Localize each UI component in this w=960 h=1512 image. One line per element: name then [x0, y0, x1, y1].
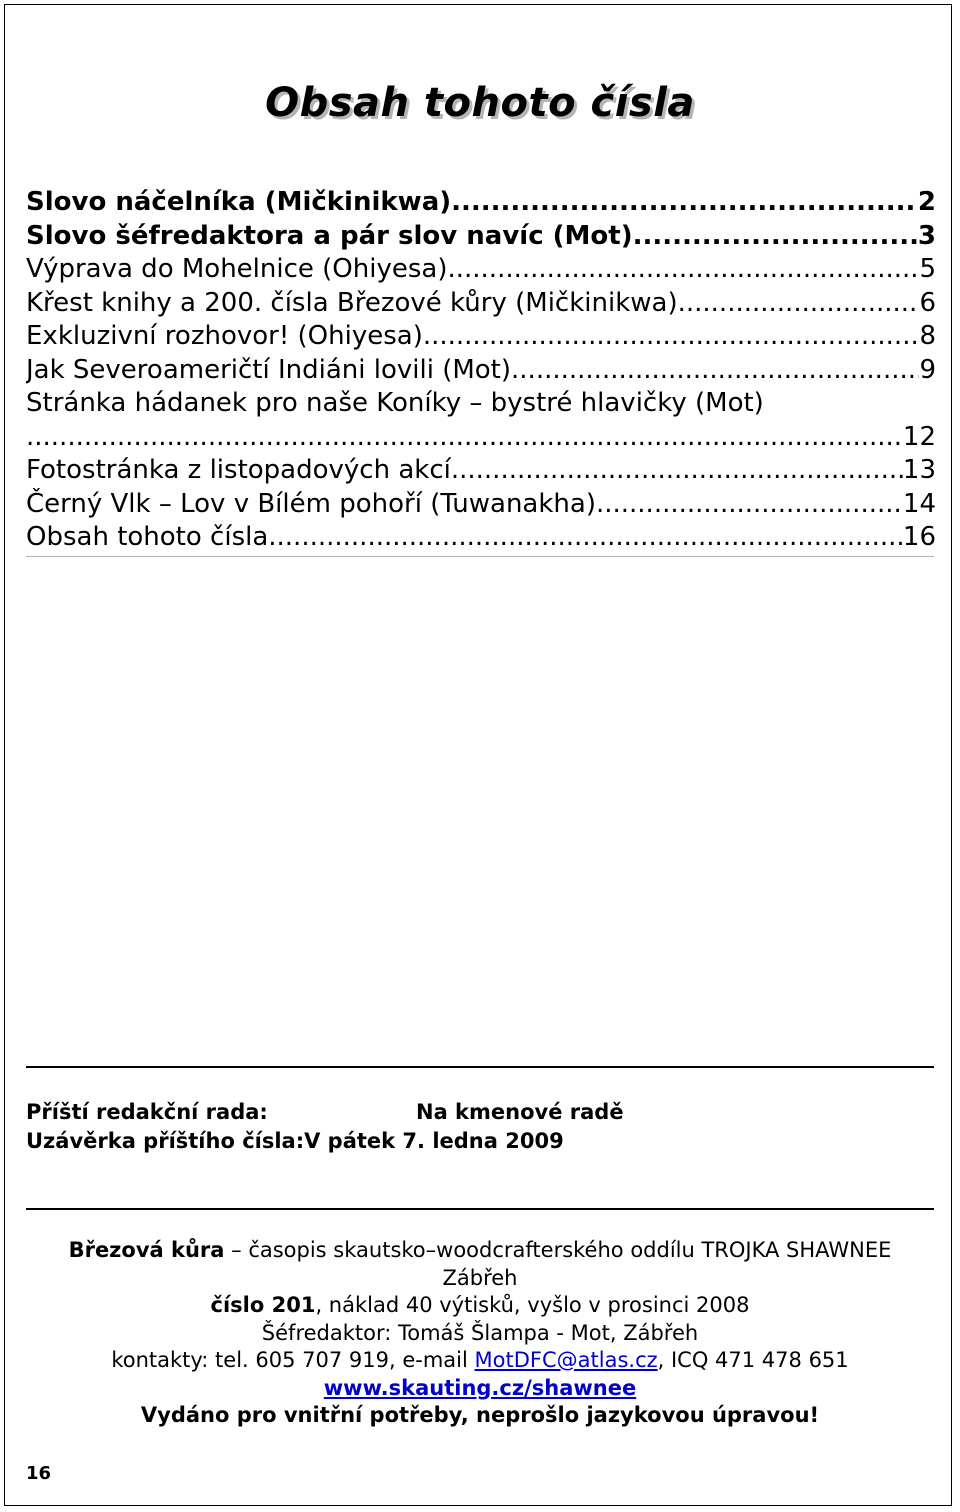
toc-entry-page: 6	[919, 287, 936, 318]
toc-leader	[633, 220, 918, 254]
website-link[interactable]: www.skauting.cz/shawnee	[323, 1375, 637, 1400]
deadline-value: V pátek 7. ledna 2009	[304, 1129, 564, 1153]
imprint	[0, 1237, 960, 1430]
toc-entry-page: 12	[902, 421, 936, 452]
toc-entry[interactable]	[26, 521, 936, 555]
toc-entry[interactable]	[26, 253, 936, 287]
imprint-line-1	[0, 1237, 960, 1265]
toc-entry[interactable]	[26, 287, 936, 321]
toc-entry-page: 14	[902, 488, 936, 519]
board-value: Na kmenové radě	[416, 1100, 624, 1124]
toc-entry-label: Černý Vlk – Lov v Bílém pohoří (Tuwanakha)	[26, 488, 596, 519]
toc-entry[interactable]	[26, 387, 936, 421]
deadline-label: Uzávěrka příštího čísla:	[26, 1129, 305, 1153]
toc-entry-label: Obsah tohoto čísla	[26, 522, 269, 552]
table-of-contents	[26, 186, 936, 555]
toc-entry-label: Křest knihy a 200. čísla Březové kůry (Mičkinikwa)	[26, 287, 678, 318]
imprint-city: Zábřeh	[442, 1265, 518, 1290]
toc-entry[interactable]	[26, 186, 936, 220]
toc-entry-continuation[interactable]	[26, 421, 936, 455]
page-number: 16	[26, 1463, 52, 1484]
toc-entry-label: Slovo šéfredaktora a pár slov navíc (Mot)	[26, 220, 633, 251]
toc-entry-page: 16	[902, 522, 936, 552]
toc-entry-page: 2	[917, 187, 936, 217]
issue-details: , náklad 40 výtisků, vyšlo v prosinci 2008	[315, 1293, 750, 1317]
toc-entry-page: 13	[902, 455, 936, 485]
toc-entry[interactable]	[26, 320, 936, 354]
toc-entry-label: Stránka hádanek pro naše Koníky – bystré hlavičky (Mot)	[26, 388, 764, 418]
imprint-issue	[0, 1292, 960, 1320]
magazine-name: Březová kůra	[68, 1238, 225, 1262]
toc-entry-page: 3	[917, 220, 936, 251]
toc-entry-label: Exkluzivní rozhovor! (Ohiyesa)	[26, 321, 423, 351]
toc-entry[interactable]	[26, 354, 936, 388]
toc-leader	[451, 186, 918, 220]
imprint-website	[0, 1375, 960, 1403]
toc-separator	[26, 556, 934, 557]
toc-leader	[678, 287, 920, 321]
imprint-contacts	[0, 1347, 960, 1375]
board-label: Příští redakční rada:	[26, 1100, 268, 1124]
toc-leader	[451, 454, 903, 488]
toc-leader	[268, 521, 903, 555]
contacts-prefix: kontakty: tel. 605 707 919, e-mail	[111, 1348, 475, 1372]
imprint-disclaimer: Vydáno pro vnitřní potřeby, neprošlo jazykovou úpravou!	[140, 1403, 820, 1427]
toc-entry-label: Výprava do Mohelnice (Ohiyesa)	[26, 254, 448, 284]
toc-entry-page: 5	[919, 254, 936, 284]
toc-entry[interactable]	[26, 488, 936, 522]
divider-bottom	[26, 1208, 934, 1210]
magazine-description: – časopis skautsko–woodcrafterského oddílu TROJKA SHAWNEE	[231, 1238, 892, 1262]
imprint-editor: Šéfredaktor: Tomáš Šlampa - Mot, Zábřeh	[261, 1320, 699, 1345]
divider-top	[26, 1066, 934, 1068]
toc-entry-label: Fotostránka z listopadových akcí	[26, 455, 451, 485]
toc-leader	[447, 253, 919, 287]
toc-entry-label: Jak Severoameričtí Indiáni lovili (Mot)	[26, 354, 512, 385]
toc-entry[interactable]	[26, 220, 936, 254]
toc-leader	[511, 354, 919, 388]
toc-entry[interactable]	[26, 454, 936, 488]
toc-leader	[423, 320, 920, 354]
issue-number: číslo 201	[210, 1293, 316, 1317]
next-issue-info	[26, 1098, 624, 1156]
email-link[interactable]: MotDFC@atlas.cz	[474, 1348, 658, 1372]
contacts-suffix: , ICQ 471 478 651	[657, 1348, 849, 1372]
toc-entry-label: Slovo náčelníka (Mičkinikwa)	[26, 187, 452, 217]
toc-leader	[596, 488, 903, 522]
page-title: Obsah tohoto čísla	[265, 80, 695, 126]
toc-entry-page: 9	[919, 354, 936, 385]
toc-leader	[26, 421, 903, 455]
toc-entry-page: 8	[919, 321, 936, 351]
